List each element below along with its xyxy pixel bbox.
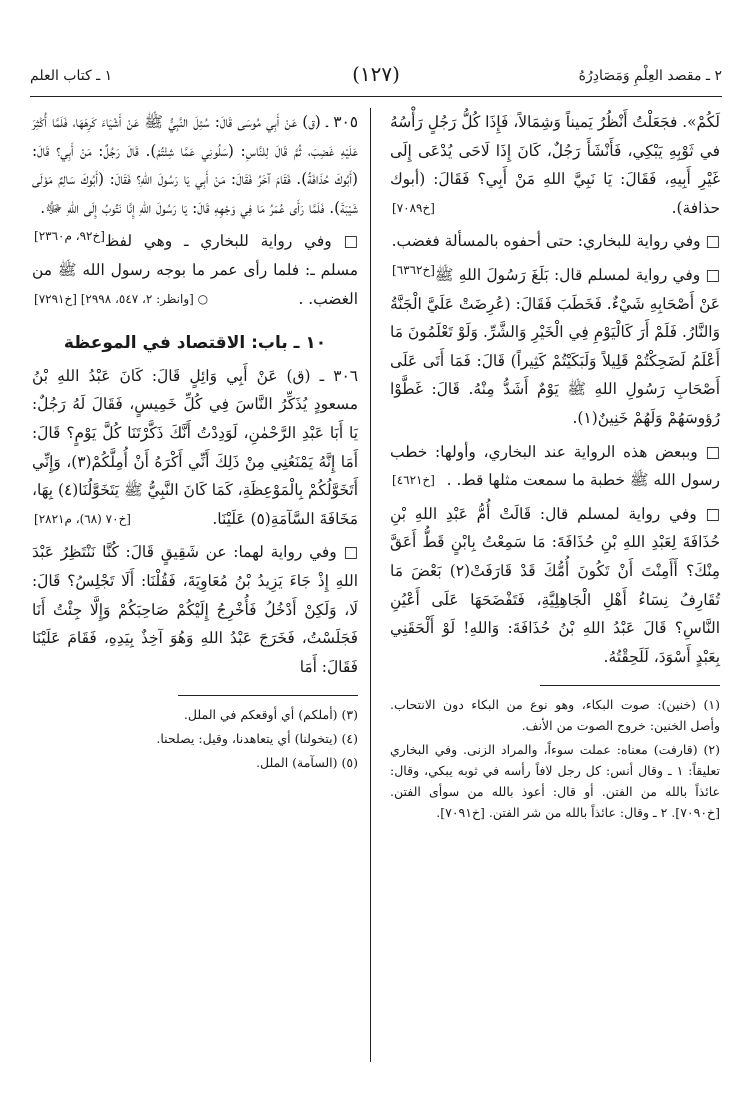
citation: [خ٧٠٨٩] [392, 200, 435, 215]
right-column [390, 108, 720, 826]
footnote-divider [540, 685, 720, 686]
footnotes [390, 694, 720, 823]
paragraph: ٣٠٥ ـ (ق) عَنْ أَبِي مُوسَى قَالَ: سُئِلَ النَّبِيُّ ﷺ عَنْ أَشْيَاءَ كَرِهَهَا، فَلَمَّا أُكْثِرَ عَلَيْهِ غَضِبَ، ثُمَّ قَالَ لِلنَّاسِ: (سَلُونِي عَمَّا شِئْتُمْ). قَالَ رَجُلٌ: مَنْ أَبِي؟ قَالَ: (أَبُوكَ حُذَافَةُ). فَقَامَ آخَرُ فَقَالَ: مَنْ أَبِي يَا رَسُولَ اللهِ؟ فَقَالَ: (أَبُوكَ سَالِمٌ مَوْلَى شَيْبَةَ). فَلَمَّا رَأَى عُمَرُ مَا فِي وَجْهِهِ قَالَ: يَا رَسُولَ اللهِ إِنَّا نَتُوبُ إِلَى اللهِ ﷻ. [خ٩٢، م٢٣٦٠] [32, 108, 358, 222]
column-divider [370, 108, 371, 1062]
page-number: (١٢٧) [352, 62, 400, 86]
footnote: (٥) (السآمة) الملل. [256, 755, 358, 771]
running-title-right: ٢ ـ مقصد العِلْمِ وَمَصَادِرُهُ [578, 68, 722, 84]
footnote: (٢) (قارفت) معناه: عملت سوءاً، والمراد الزنى. وفي البخاري تعليقاً: ١ ـ وقال أنس: كل رجل لافاً رأسه في ثوبه يبكي، وقال: عائذاً بالله من الفتن. أو قال: أعوذ بالله من سوأى الفتن. [خ٧٠٩٠]. ٢ ـ وقال: عائذاً بالله من شر الفتن. [خ٧٠٩١]. [390, 742, 720, 821]
paragraph: □ وفي رواية للبخاري: حتى أحفوه بالمسألة فغضب. [خ٦٣٦٢] [390, 227, 720, 256]
left-column [32, 108, 358, 776]
citation: [خ٩٢، م٢٣٦٠] [34, 229, 105, 244]
footnote: (١) (خنين): صوت البكاء، وهو نوع من البكاء دون الانتحاب. وأصل الخنين: خروج الصوت من الأنف. [390, 697, 720, 734]
paragraph: □ وفي رواية للبخاري ـ وهي لفظ مسلم ـ: فلما رأى عمر ما بوجه رسول الله ﷺ من الغضب. . ○ [وانظر: ٢، ٥٤٧، ٢٩٩٨] [خ٧٢٩١] [32, 227, 358, 313]
footnotes [32, 704, 358, 773]
header-divider [30, 96, 722, 97]
footnote: (٣) (أملكم) أي أوقعكم في الملل. [183, 707, 358, 723]
paragraph: □ وفي رواية لمسلم قال: بَلَغَ رَسُولَ اللهِ ﷺ عَنْ أَصْحَابِهِ شَيْءٌ. فَخَطَبَ فَقَالَ: (عُرِضَتْ عَلَيَّ الْجَنَّةُ وَالنَّارُ. فَلَمْ أَرَ كَالْيَوْمِ فِي الْخَيْرِ وَالشَّرِّ. وَلَوْ تَعْلَمُونَ مَا أَعْلَمُ لَضَحِكْتُمْ قَلِيلاً وَلَبَكَيْتُمْ كَثِيراً) قَالَ: فَمَا أَتَى عَلَى أَصْحَابِ رَسُولِ اللهِ ﷺ يَوْمٌ أَشَدُّ مِنْهُ. قَالَ: غَطَّوْا رُؤوسَهُمْ وَلَهُمْ خَنِينٌ(١). [390, 265, 720, 427]
paragraph: ٣٠٦ ـ (ق) عَنْ أَبِي وَائِلٍ قَالَ: كَانَ عَبْدُ اللهِ بْنُ مسعودٍ يُذَكِّرُ النَّاسَ فِي كُلِّ خَمِيسٍ، فَقَالَ لَهُ رَجُلٌ: يَا أَبَا عَبْدِ الرَّحْمٰنِ، لَوَدِدْتُ أَنَّكَ ذَكَّرْتَنَا كُلَّ يَوْمٍ؟ قَالَ: أَمَا إِنَّهُ يَمْنَعُنِي مِنْ ذَلِكَ أَنِّي أَكْرَهُ أَنْ أُمِلَّكُمْ(٣)، وَإِنِّي أَتَخَوَّلُكُمْ بِالْمَوْعِظَةِ، كَمَا كَانَ النَّبِيُّ ﷺ يَتَخَوَّلُنَا(٤) بِهَا، مَخَافَةَ السَّآمَةِ(٥) عَلَيْنَا. [خ٧٠ (٦٨)، م٢٨٢١] [32, 362, 358, 534]
paragraph: لَكُمْ». فجَعَلْتُ أَنْظُرُ يَميناً وَشِمَالاً، فَإِذَا كُلُّ رَجُلٍ رَأْسُهُ في ثَوْبِهِ يَبْكِي، فَأَنْشَأَ رَجُلٌ، كَانَ إِذَا لَاحَى يُدْعَى إِلَى غَيْرِ أَبِيهِ، فَقَالَ: يَا نَبِيَّ اللهِ مَنْ أَبِي؟ فَقَالَ: (أبوك حذافة). [خ٧٠٨٩] [390, 108, 720, 222]
citation: ○ [وانظر: ٢، ٥٤٧، ٢٩٩٨] [خ٧٢٩١] [34, 291, 209, 306]
paragraph: □ وفي رواية لهما: عن شَقِيقٍ قَالَ: كُنَّا نَنْتَظِرُ عَبْدَ اللهِ إِذْ جَاءَ يَزِيدُ بْنُ مُعَاوِيَةَ، فَقُلْنَا: أَلَا تَجْلِسُ؟ قَالَ: لَا، وَلَكِنْ أَدْخُلُ فَأُخْرِجُ إِلَيْكُمْ صَاحِبَكُمْ وَإِلَّا جِئْتُ أَنَا فَجَلَسْتُ، فَخَرَجَ عَبْدُ اللهِ وَهُوَ آخِذٌ بِيَدِهِ، فَقَامَ عَلَيْنَا فَقَالَ: أَمَا [32, 543, 358, 676]
paragraph: □ وببعض هذه الرواية عند البخاري، وأولها: خطب رسول الله ﷺ خطبة ما سمعت مثلها قط. . [خ٤٦٢١] [390, 438, 720, 495]
page-header [30, 62, 722, 92]
citation: [خ٧٠ (٦٨)، م٢٨٢١] [34, 511, 131, 526]
footnote: (٤) (يتخولنا) أي يتعاهدنا، وقيل: يصلحنا. [156, 731, 358, 747]
citation: [خ٤٦٢١] [392, 473, 435, 488]
footnote-divider [178, 695, 358, 696]
citation: [خ٦٣٦٢] [392, 262, 435, 277]
paragraph: □ وفي رواية لمسلم قال: قَالَتْ أُمُّ عَبْدِ اللهِ بْنِ حُذَافَةَ لِعَبْدِ اللهِ بْنِ حُذَافَةَ: مَا سَمِعْتُ بِابْنٍ قَطُّ أَعَقَّ مِنْكَ؟ أَأَمِنْتَ أَنْ تَكُونَ أُمُّكَ قَدْ قَارَفَتْ(٢) بَعْضَ مَا تُقَارِفُ نِسَاءُ أَهْلِ الْجَاهِلِيَّةِ، فَتَفْضَحَهَا عَلَى أَعْيُنِ النَّاسِ؟ قَالَ عَبْدُ اللهِ بْنُ حُذَافَةَ: وَاللهِ! لَوْ أَلْحَقَنِي بِعَبْدٍ أَسْوَدَ، لَلَحِقْتُهُ. [390, 504, 720, 666]
chapter-heading: ١٠ ـ باب: الاقتصاد في الموعظة [63, 333, 327, 354]
running-title-left: ١ ـ كتاب العلم [30, 68, 113, 84]
